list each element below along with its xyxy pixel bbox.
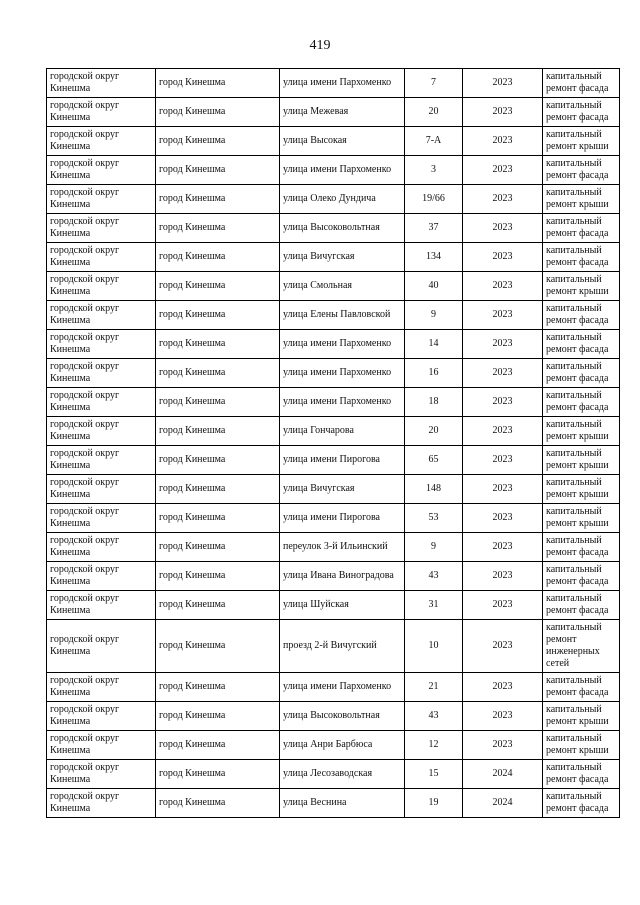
table-row [47, 359, 620, 388]
work-type-cell: капитальный ремонт крыши [543, 127, 620, 156]
municipality-cell: городской округ Кинешма [47, 789, 156, 818]
work-type-cell: капитальный ремонт фасада [543, 243, 620, 272]
municipality-cell: городской округ Кинешма [47, 702, 156, 731]
street-cell: улица Вичугская [280, 475, 405, 504]
table-row [47, 98, 620, 127]
year-cell: 2024 [463, 760, 543, 789]
municipality-cell: городской округ Кинешма [47, 504, 156, 533]
street-cell: улица Веснина [280, 789, 405, 818]
year-cell: 2023 [463, 533, 543, 562]
year-cell: 2023 [463, 185, 543, 214]
table-row [47, 533, 620, 562]
work-type-cell: капитальный ремонт крыши [543, 446, 620, 475]
settlement-cell: город Кинешма [156, 301, 280, 330]
year-cell: 2023 [463, 417, 543, 446]
table-row [47, 446, 620, 475]
work-type-cell: капитальный ремонт крыши [543, 702, 620, 731]
work-type-cell: капитальный ремонт фасада [543, 301, 620, 330]
house-number-cell: 20 [405, 417, 463, 446]
house-number-cell: 21 [405, 673, 463, 702]
year-cell: 2023 [463, 446, 543, 475]
house-number-cell: 134 [405, 243, 463, 272]
year-cell: 2023 [463, 591, 543, 620]
house-number-cell: 65 [405, 446, 463, 475]
table-row [47, 156, 620, 185]
year-cell: 2023 [463, 243, 543, 272]
work-type-cell: капитальный ремонт фасада [543, 760, 620, 789]
municipality-cell: городской округ Кинешма [47, 760, 156, 789]
settlement-cell: город Кинешма [156, 417, 280, 446]
street-cell: улица Гончарова [280, 417, 405, 446]
house-number-cell: 31 [405, 591, 463, 620]
work-type-cell: капитальный ремонт фасада [543, 330, 620, 359]
house-number-cell: 7-А [405, 127, 463, 156]
house-number-cell: 40 [405, 272, 463, 301]
year-cell: 2023 [463, 504, 543, 533]
table-row [47, 620, 620, 673]
work-type-cell: капитальный ремонт фасада [543, 673, 620, 702]
year-cell: 2023 [463, 127, 543, 156]
street-cell: улица Высоковольтная [280, 702, 405, 731]
municipality-cell: городской округ Кинешма [47, 301, 156, 330]
table-row [47, 475, 620, 504]
street-cell: улица имени Пархоменко [280, 673, 405, 702]
house-number-cell: 3 [405, 156, 463, 185]
settlement-cell: город Кинешма [156, 731, 280, 760]
municipality-cell: городской округ Кинешма [47, 69, 156, 98]
work-type-cell: капитальный ремонт фасада [543, 388, 620, 417]
table-row [47, 243, 620, 272]
street-cell: улица Шуйская [280, 591, 405, 620]
municipality-cell: городской округ Кинешма [47, 417, 156, 446]
work-type-cell: капитальный ремонт крыши [543, 475, 620, 504]
work-type-cell: капитальный ремонт крыши [543, 417, 620, 446]
table-row [47, 185, 620, 214]
settlement-cell: город Кинешма [156, 127, 280, 156]
settlement-cell: город Кинешма [156, 243, 280, 272]
table-row [47, 417, 620, 446]
house-number-cell: 16 [405, 359, 463, 388]
year-cell: 2023 [463, 475, 543, 504]
municipality-cell: городской округ Кинешма [47, 214, 156, 243]
year-cell: 2023 [463, 620, 543, 673]
work-type-cell: капитальный ремонт фасада [543, 562, 620, 591]
house-number-cell: 15 [405, 760, 463, 789]
settlement-cell: город Кинешма [156, 446, 280, 475]
settlement-cell: город Кинешма [156, 388, 280, 417]
settlement-cell: город Кинешма [156, 562, 280, 591]
year-cell: 2023 [463, 98, 543, 127]
settlement-cell: город Кинешма [156, 760, 280, 789]
municipality-cell: городской округ Кинешма [47, 185, 156, 214]
work-type-cell: капитальный ремонт фасада [543, 533, 620, 562]
municipality-cell: городской округ Кинешма [47, 446, 156, 475]
house-number-cell: 18 [405, 388, 463, 417]
work-type-cell: капитальный ремонт фасада [543, 789, 620, 818]
table-body [47, 69, 620, 818]
municipality-cell: городской округ Кинешма [47, 475, 156, 504]
municipality-cell: городской округ Кинешма [47, 533, 156, 562]
settlement-cell: город Кинешма [156, 359, 280, 388]
municipality-cell: городской округ Кинешма [47, 330, 156, 359]
street-cell: улица Олеко Дундича [280, 185, 405, 214]
work-type-cell: капитальный ремонт фасада [543, 69, 620, 98]
year-cell: 2023 [463, 388, 543, 417]
street-cell: улица имени Пархоменко [280, 69, 405, 98]
year-cell: 2023 [463, 702, 543, 731]
street-cell: улица Ивана Виноградова [280, 562, 405, 591]
year-cell: 2023 [463, 731, 543, 760]
work-type-cell: капитальный ремонт крыши [543, 731, 620, 760]
settlement-cell: город Кинешма [156, 475, 280, 504]
municipality-cell: городской округ Кинешма [47, 359, 156, 388]
street-cell: улица Анри Барбюса [280, 731, 405, 760]
street-cell: улица Елены Павловской [280, 301, 405, 330]
street-cell: улица имени Пархоменко [280, 359, 405, 388]
table-row [47, 301, 620, 330]
street-cell: улица Вичугская [280, 243, 405, 272]
house-number-cell: 7 [405, 69, 463, 98]
table-row [47, 562, 620, 591]
settlement-cell: город Кинешма [156, 185, 280, 214]
municipality-cell: городской округ Кинешма [47, 673, 156, 702]
year-cell: 2023 [463, 156, 543, 185]
year-cell: 2023 [463, 301, 543, 330]
work-type-cell: капитальный ремонт крыши [543, 185, 620, 214]
house-number-cell: 37 [405, 214, 463, 243]
table-row [47, 69, 620, 98]
settlement-cell: город Кинешма [156, 214, 280, 243]
municipality-cell: городской округ Кинешма [47, 591, 156, 620]
table-row [47, 214, 620, 243]
municipality-cell: городской округ Кинешма [47, 98, 156, 127]
house-number-cell: 9 [405, 301, 463, 330]
year-cell: 2023 [463, 359, 543, 388]
street-cell: улица имени Пархоменко [280, 330, 405, 359]
house-number-cell: 148 [405, 475, 463, 504]
table-row [47, 388, 620, 417]
street-cell: улица Высокая [280, 127, 405, 156]
municipality-cell: городской округ Кинешма [47, 127, 156, 156]
work-type-cell: капитальный ремонт фасада [543, 98, 620, 127]
work-type-cell: капитальный ремонт фасада [543, 359, 620, 388]
municipality-cell: городской округ Кинешма [47, 562, 156, 591]
street-cell: улица Смольная [280, 272, 405, 301]
settlement-cell: город Кинешма [156, 98, 280, 127]
settlement-cell: город Кинешма [156, 620, 280, 673]
year-cell: 2024 [463, 789, 543, 818]
table-row [47, 330, 620, 359]
work-type-cell: капитальный ремонт фасада [543, 156, 620, 185]
work-type-cell: капитальный ремонт крыши [543, 272, 620, 301]
settlement-cell: город Кинешма [156, 702, 280, 731]
work-type-cell: капитальный ремонт фасада [543, 214, 620, 243]
settlement-cell: город Кинешма [156, 272, 280, 301]
table-row [47, 504, 620, 533]
settlement-cell: город Кинешма [156, 504, 280, 533]
year-cell: 2023 [463, 562, 543, 591]
house-number-cell: 43 [405, 562, 463, 591]
year-cell: 2023 [463, 330, 543, 359]
settlement-cell: город Кинешма [156, 533, 280, 562]
municipality-cell: городской округ Кинешма [47, 620, 156, 673]
municipality-cell: городской округ Кинешма [47, 243, 156, 272]
street-cell: улица Межевая [280, 98, 405, 127]
work-type-cell: капитальный ремонт фасада [543, 591, 620, 620]
municipality-cell: городской округ Кинешма [47, 272, 156, 301]
year-cell: 2023 [463, 673, 543, 702]
street-cell: улица имени Пирогова [280, 504, 405, 533]
street-cell: улица имени Пирогова [280, 446, 405, 475]
settlement-cell: город Кинешма [156, 69, 280, 98]
table-row [47, 591, 620, 620]
settlement-cell: город Кинешма [156, 330, 280, 359]
year-cell: 2023 [463, 69, 543, 98]
settlement-cell: город Кинешма [156, 156, 280, 185]
table-row [47, 673, 620, 702]
house-number-cell: 19 [405, 789, 463, 818]
house-number-cell: 53 [405, 504, 463, 533]
work-type-cell: капитальный ремонт инженерных сетей [543, 620, 620, 673]
house-number-cell: 14 [405, 330, 463, 359]
settlement-cell: город Кинешма [156, 591, 280, 620]
work-type-cell: капитальный ремонт крыши [543, 504, 620, 533]
municipality-cell: городской округ Кинешма [47, 156, 156, 185]
table-row [47, 272, 620, 301]
municipality-cell: городской округ Кинешма [47, 388, 156, 417]
settlement-cell: город Кинешма [156, 673, 280, 702]
house-number-cell: 12 [405, 731, 463, 760]
street-cell: улица имени Пархоменко [280, 156, 405, 185]
house-number-cell: 10 [405, 620, 463, 673]
street-cell: переулок 3-й Ильинский [280, 533, 405, 562]
street-cell: улица имени Пархоменко [280, 388, 405, 417]
street-cell: улица Высоковольтная [280, 214, 405, 243]
year-cell: 2023 [463, 272, 543, 301]
municipality-cell: городской округ Кинешма [47, 731, 156, 760]
table-row [47, 127, 620, 156]
repair-schedule-table [46, 68, 620, 818]
year-cell: 2023 [463, 214, 543, 243]
page-number: 419 [309, 38, 331, 53]
street-cell: улица Лесозаводская [280, 760, 405, 789]
table-row [47, 702, 620, 731]
house-number-cell: 19/66 [405, 185, 463, 214]
house-number-cell: 9 [405, 533, 463, 562]
table-row [47, 731, 620, 760]
house-number-cell: 20 [405, 98, 463, 127]
street-cell: проезд 2-й Вичугский [280, 620, 405, 673]
table-row [47, 760, 620, 789]
table-row [47, 789, 620, 818]
settlement-cell: город Кинешма [156, 789, 280, 818]
house-number-cell: 43 [405, 702, 463, 731]
